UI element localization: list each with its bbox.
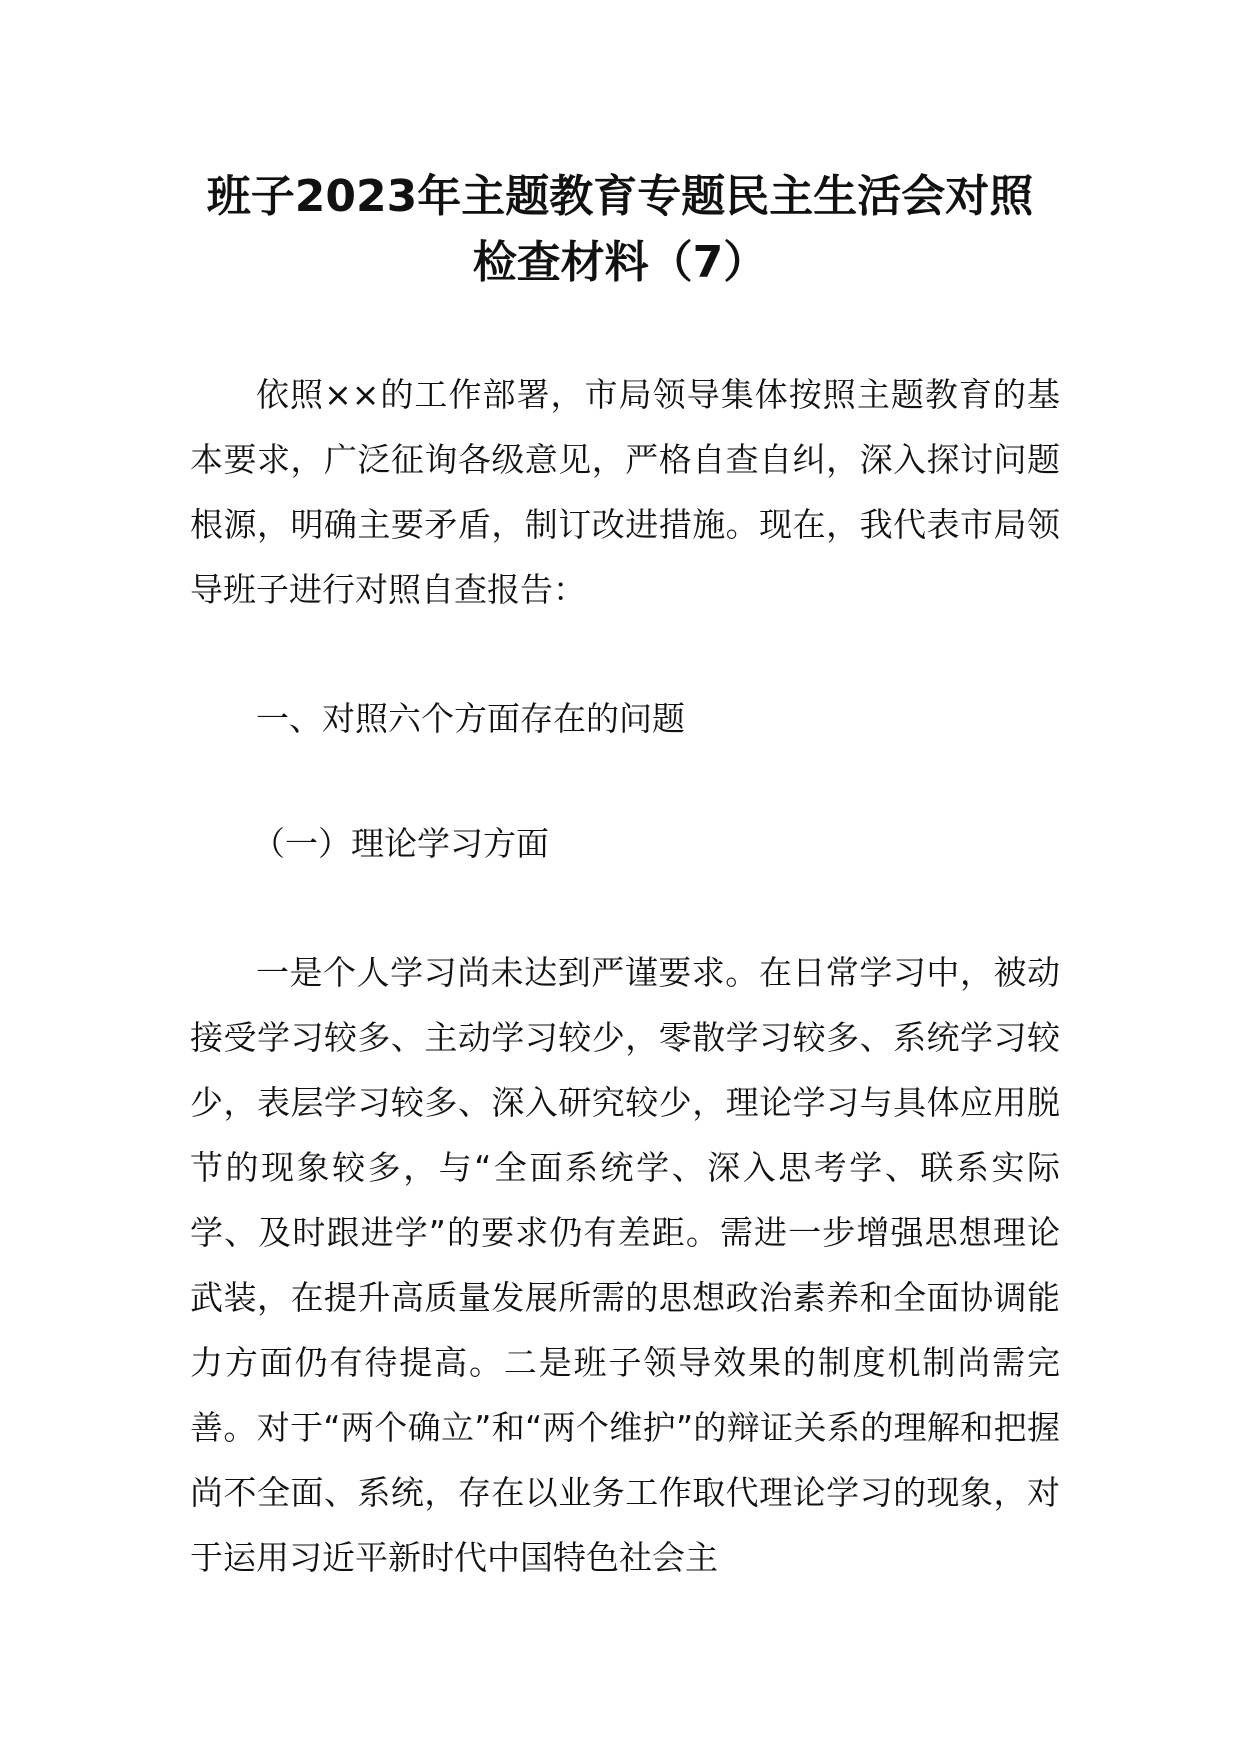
subsection-heading-1: （一）理论学习方面 xyxy=(252,824,549,863)
intro-paragraph: 依照××的工作部署，市局领导集体按照主题教育的基本要求，广泛征询各级意见，严格自查自纠，深入探讨问题根源，明确主要矛盾，制订改进措施。现在，我代表市局领导班子进行对照自查报告： xyxy=(190,375,1060,609)
section-heading-1: 一、对照六个方面存在的问题 xyxy=(256,699,685,738)
body-paragraph: 一是个人学习尚未达到严谨要求。在日常学习中，被动接受学习较多、主动学习较少，零散学习较多、系统学习较少，表层学习较多、深入研究较少，理论学习与具体应用脱节的现象较多，与“全面系统学、深入思考学、联系实际学、及时跟进学”的要求仍有差距。需进一步增强思想理论武装，在提升高质量发展所需的思想政治素养和全面协调能力方面仍有待提高。二是班子领导效果的制度机制尚需完善。对于“两个确立”和“两个维护”的辩证关系的理解和把握尚不全面、系统，存在以业务工作取代理论学习的现象，对于运用习近平新时代中国特色社会主 xyxy=(190,953,1060,1577)
document-title-line-1: 班子2023年主题教育专题民主生活会对照 xyxy=(206,171,1034,222)
document-title-line-2: 检查材料（7） xyxy=(472,237,768,288)
